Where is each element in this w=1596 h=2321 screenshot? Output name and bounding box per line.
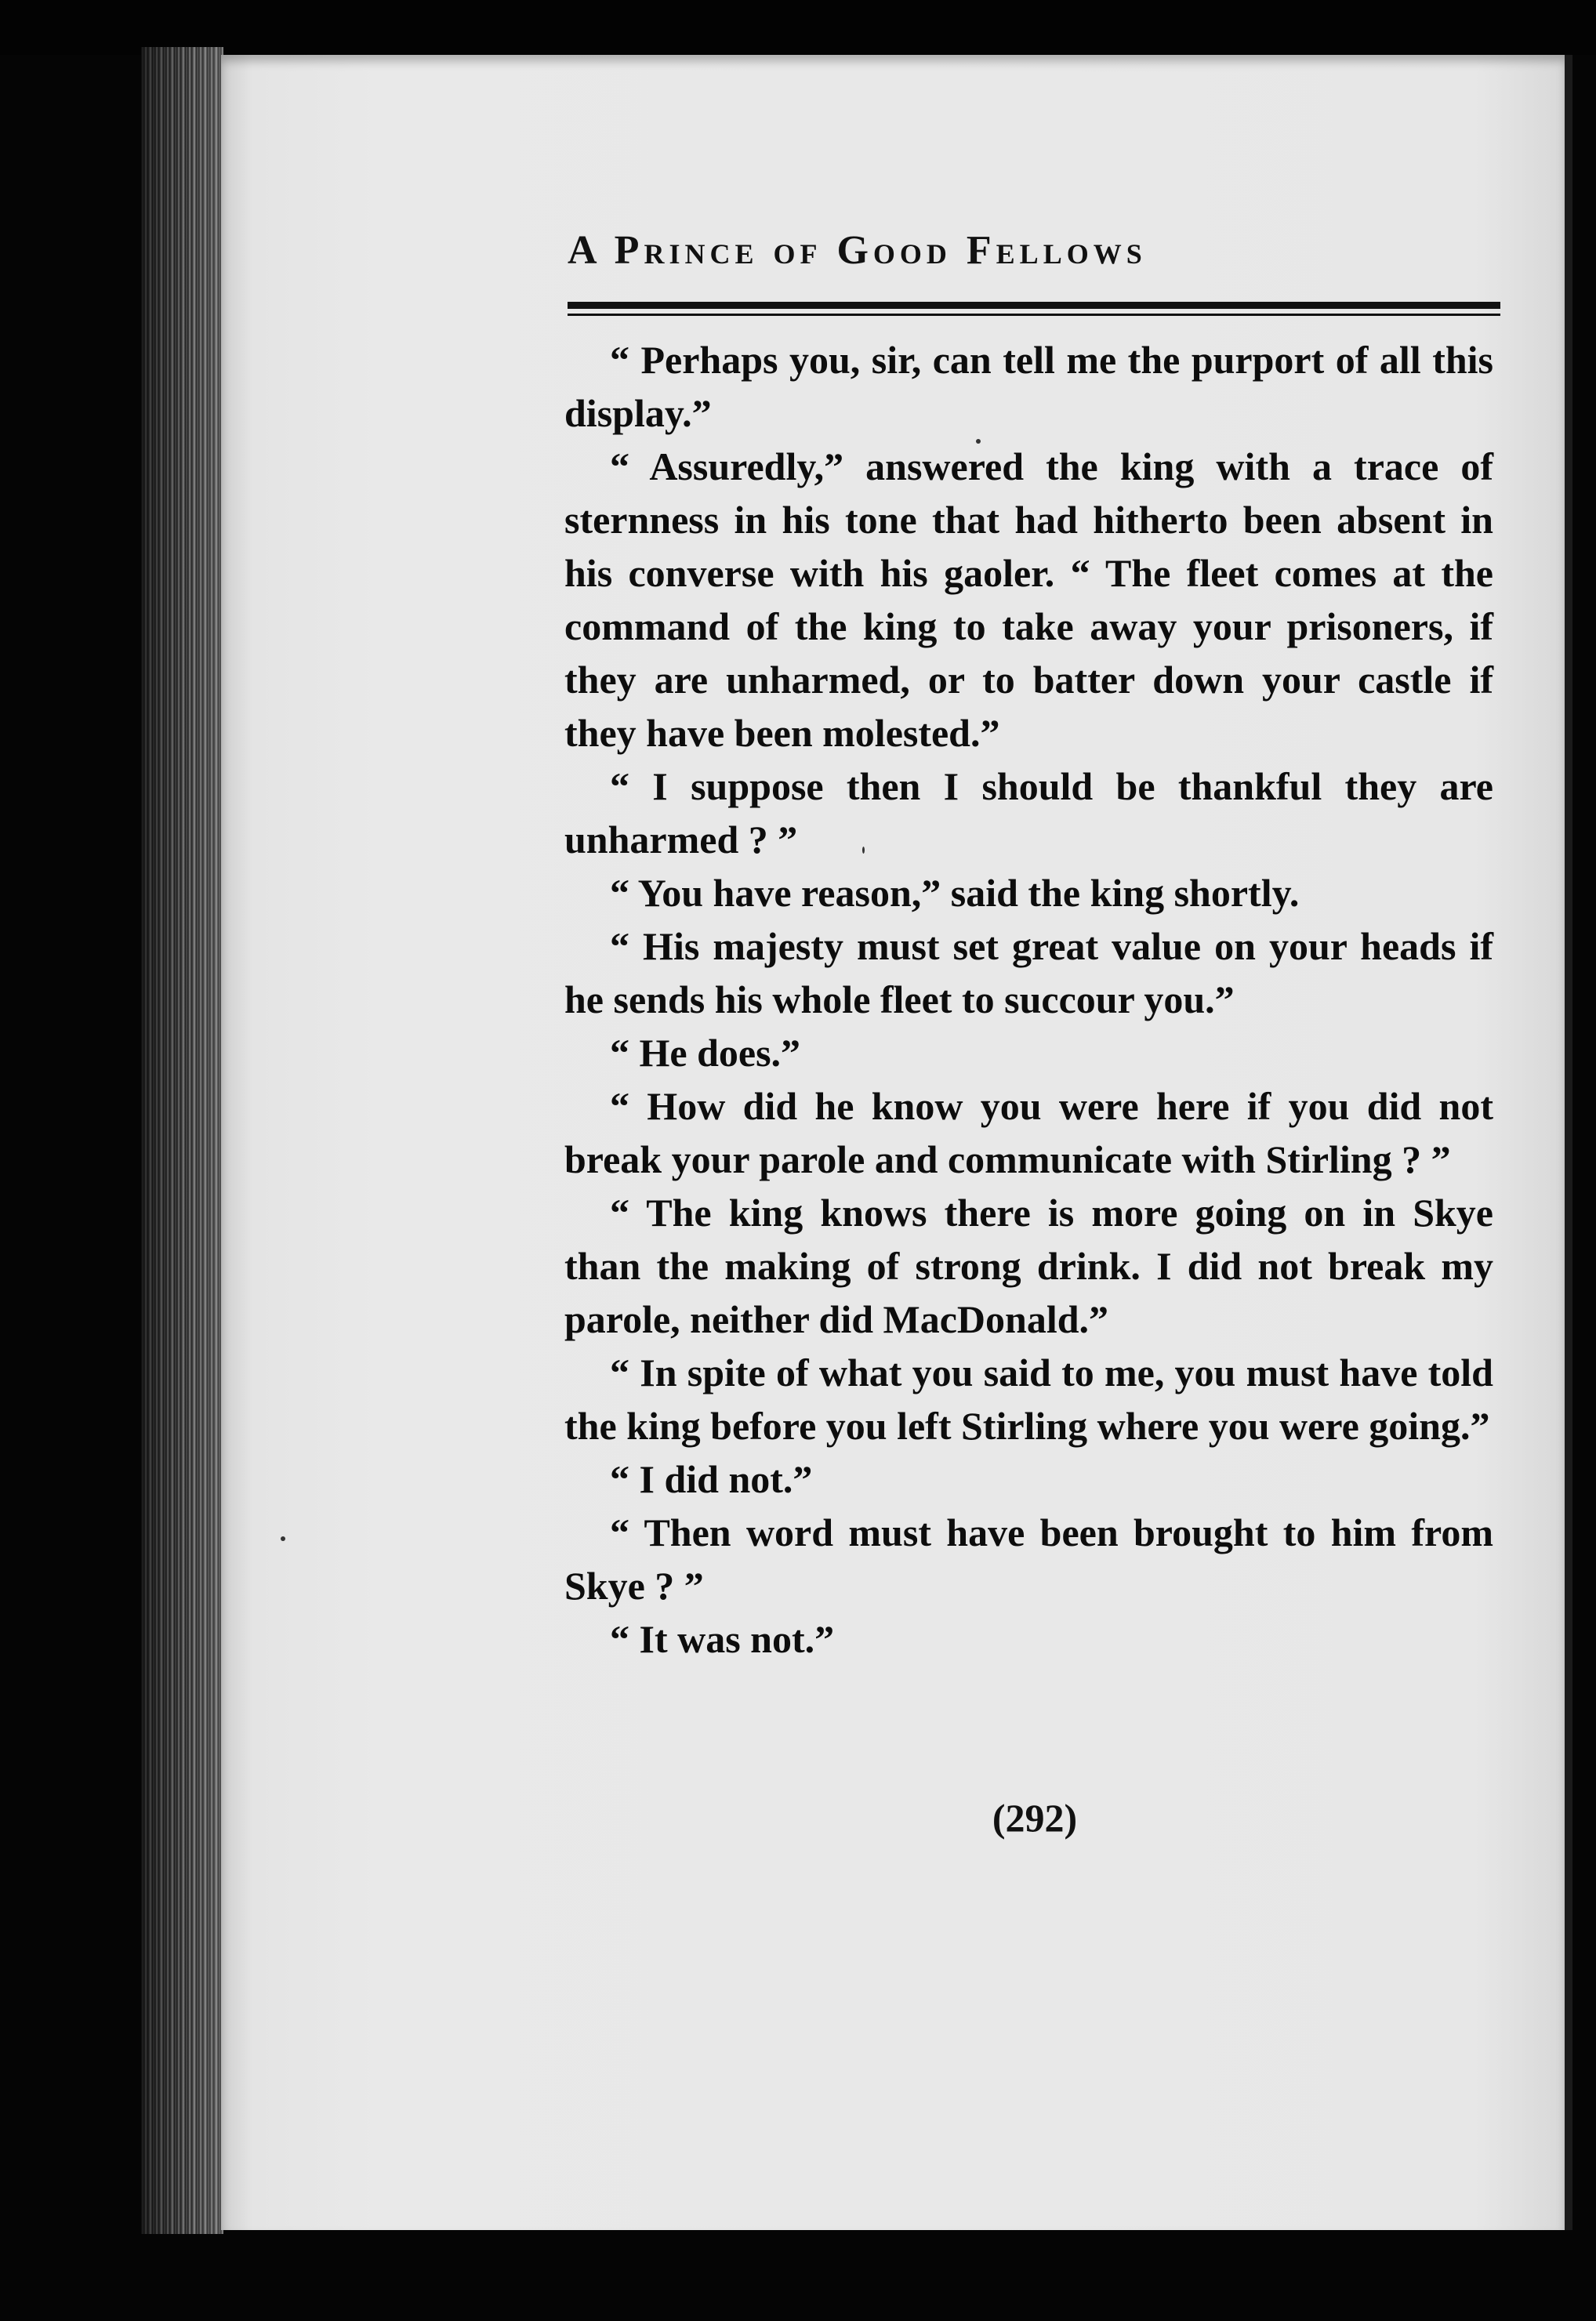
scan-border-right — [1565, 55, 1572, 2230]
scan-border-top — [0, 0, 1596, 55]
scan-speck — [976, 439, 981, 444]
paragraph: “ Assuredly,” answered the king with a trace of sternness in his tone that had hitherto been absent in his converse with his gaoler. “ The fleet comes at the command of the king to take away your prisoners, if they are unharmed, or to batter down your castle if they have been molested.” — [564, 444, 1493, 755]
header-rule-thick — [568, 302, 1500, 309]
paragraph: “ Then word must have been brought to him from Skye ? ” — [564, 1510, 1493, 1608]
paragraph: “ His majesty must set great value on your heads if he sends his whole fleet to succour you.” — [564, 924, 1493, 1021]
paragraph: “ In spite of what you said to me, you must have told the king before you left Stirling where you were going.” — [564, 1351, 1493, 1448]
body-text — [564, 333, 1493, 1666]
paragraph: “ You have reason,” said the king shortly. — [610, 871, 1300, 915]
scan-speck — [862, 847, 865, 854]
paragraph: “ How did he know you were here if you did not break your parole and communicate with Stirling ? ” — [564, 1084, 1493, 1181]
paragraph: “ I did not.” — [610, 1457, 813, 1501]
paragraph: “ I suppose then I should be thankful they are unharmed ? ” — [564, 764, 1493, 861]
running-head: A Prince of Good Fellows — [568, 228, 1147, 273]
paragraph: “ The king knows there is more going on in Skye than the making of strong drink. I did not break my parole, neither did MacDonald.” — [564, 1191, 1493, 1341]
paragraph: “ It was not.” — [610, 1617, 835, 1661]
paragraph: “ Perhaps you, sir, can tell me the purport of all this display.” — [564, 338, 1493, 435]
paragraph: “ He does.” — [610, 1031, 801, 1075]
header-rule-thin — [568, 314, 1500, 316]
book-page-edges — [141, 47, 223, 2234]
page-number: (292) — [992, 1796, 1078, 1840]
scan-speck — [281, 1536, 285, 1541]
